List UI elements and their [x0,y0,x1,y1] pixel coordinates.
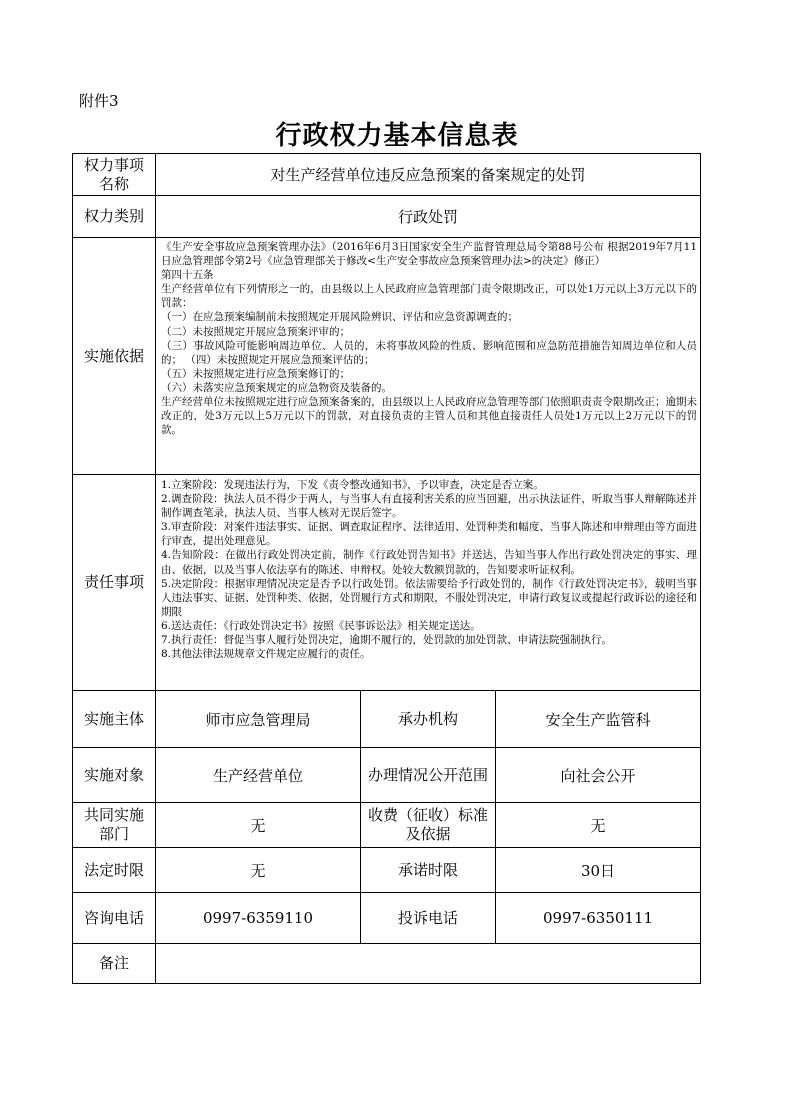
row-power-type [73,196,701,238]
responsibility-line: 4.告知阶段：在做出行政处罚决定前，制作《行政处罚告知书》并送达，告知当事人作出行政处罚决定的事实、理由、依据，以及当事人依法享有的陈述、申辩权。处较大数额罚款的，告知要求听证权利。 [161,549,698,576]
fee-standard-value: 无 [496,803,701,848]
basis-line: 《生产安全事故应急预案管理办法》（2016年6月3日国家安全生产监督管理总局令第88号公布 根据2019年7月11日应急管理部令第2号《应急管理部关于修改<生产安全事故应急预案管理办法>的决定》修正） [161,241,698,268]
target-label: 实施对象 [73,748,156,803]
responsibility-line: 5.决定阶段：根据审理情况决定是否予以行政处罚。依法需要给予行政处罚的，制作《行政处罚决定书》，载明当事人违法事实、证据、处罚种类、依据，处罚履行方式和期限，不服处罚决定，申请行政复议或提起行政诉讼的途径和期限 [161,577,698,618]
fee-standard-label: 收费（征收）标准及依据 [361,803,496,848]
responsibility-line: 2.调查阶段：执法人员不得少于两人，与当事人有直接利害关系的应当回避，出示执法证件，听取当事人辩解陈述并制作调查笔录，执法人员、当事人核对无误后签字。 [161,493,698,520]
row-joint [73,803,701,848]
row-remarks [73,944,701,984]
responsibility-label: 责任事项 [73,475,156,691]
legal-time-limit-label: 法定时限 [73,848,156,893]
disclosure-scope-value: 向社会公开 [496,748,701,803]
legal-time-limit-value: 无 [156,848,361,893]
page-title: 行政权力基本信息表 [275,121,519,151]
implementer-label: 实施主体 [73,691,156,748]
info-table [72,153,701,984]
responsibility-line: 8.其他法律法规规章文件规定应履行的责任。 [161,648,371,661]
basis-line: （二）未按照规定开展应急预案评审的； [161,325,350,338]
handling-agency-label: 承办机构 [361,691,496,748]
responsibility-line: 7.执行责任：督促当事人履行处罚决定，逾期不履行的，处罚款的加处罚款、申请法院强制执行。 [161,634,613,647]
attachment-label: 附件3 [79,92,119,110]
basis-line: 第四十五条 [161,269,214,282]
consult-phone-value: 0997-6359110 [156,893,361,944]
power-name-label: 权力事项名称 [73,154,156,196]
joint-dept-label: 共同实施部门 [73,803,156,848]
row-basis [73,238,701,475]
basis-text [156,238,701,475]
responsibility-line: 3.审查阶段：对案件违法事实、证据、调查取证程序、法律适用、处罚种类和幅度、当事人陈述和申辩理由等方面进行审查，提出处理意见。 [161,521,698,548]
basis-line: （一）在应急预案编制前未按照规定开展风险辨识、评估和应急资源调查的； [161,311,518,324]
target-value: 生产经营单位 [156,748,361,803]
power-type-value: 行政处罚 [156,196,701,238]
basis-line: 生产经营单位未按照规定进行应急预案备案的，由县级以上人民政府应急管理等部门依照职责责令限期改正；逾期未改正的，处3万元以上5万元以下的罚款，对直接负责的主管人员和其他直接责任人员处1万元以上2万元以下的罚款。 [161,396,698,437]
row-implementer [73,691,701,748]
basis-line: 生产经营单位有下列情形之一的，由县级以上人民政府应急管理部门责令限期改正，可以处1万元以上3万元以下的罚款： [161,283,698,310]
basis-label: 实施依据 [73,238,156,475]
implementer-value: 师市应急管理局 [156,691,361,748]
handling-agency-value: 安全生产监管科 [496,691,701,748]
row-time-limit [73,848,701,893]
disclosure-scope-label: 办理情况公开范围 [361,748,496,803]
promised-time-limit-value: 30日 [496,848,701,893]
row-power-name [73,154,701,196]
power-name-value: 对生产经营单位违反应急预案的备案规定的处罚 [156,154,701,196]
power-type-label: 权力类别 [73,196,156,238]
basis-line: （六）未落实应急预案规定的应急物资及装备的。 [161,381,392,394]
joint-dept-value: 无 [156,803,361,848]
promised-time-limit-label: 承诺时限 [361,848,496,893]
responsibility-line: 1.立案阶段：发现违法行为，下发《责令整改通知书》，予以审查，决定是否立案。 [161,479,544,491]
basis-line: （五）未按照规定进行应急预案修订的； [161,367,350,380]
complaint-phone-value: 0997-6350111 [496,893,701,944]
responsibility-text [156,475,701,691]
complaint-phone-label: 投诉电话 [361,893,496,944]
row-contact [73,893,701,944]
row-target [73,748,701,803]
basis-line: （三）事故风险可能影响周边单位、人员的，未将事故风险的性质、影响范围和应急防范措施告知周边单位和人员的； （四）未按照规定开展应急预案评估的； [161,339,698,366]
row-responsibility [73,475,701,691]
remarks-label: 备注 [73,944,156,984]
consult-phone-label: 咨询电话 [73,893,156,944]
responsibility-line: 6.送达责任：《行政处罚决定书》按照《民事诉讼法》相关规定送达。 [161,619,481,632]
remarks-value [156,944,701,984]
